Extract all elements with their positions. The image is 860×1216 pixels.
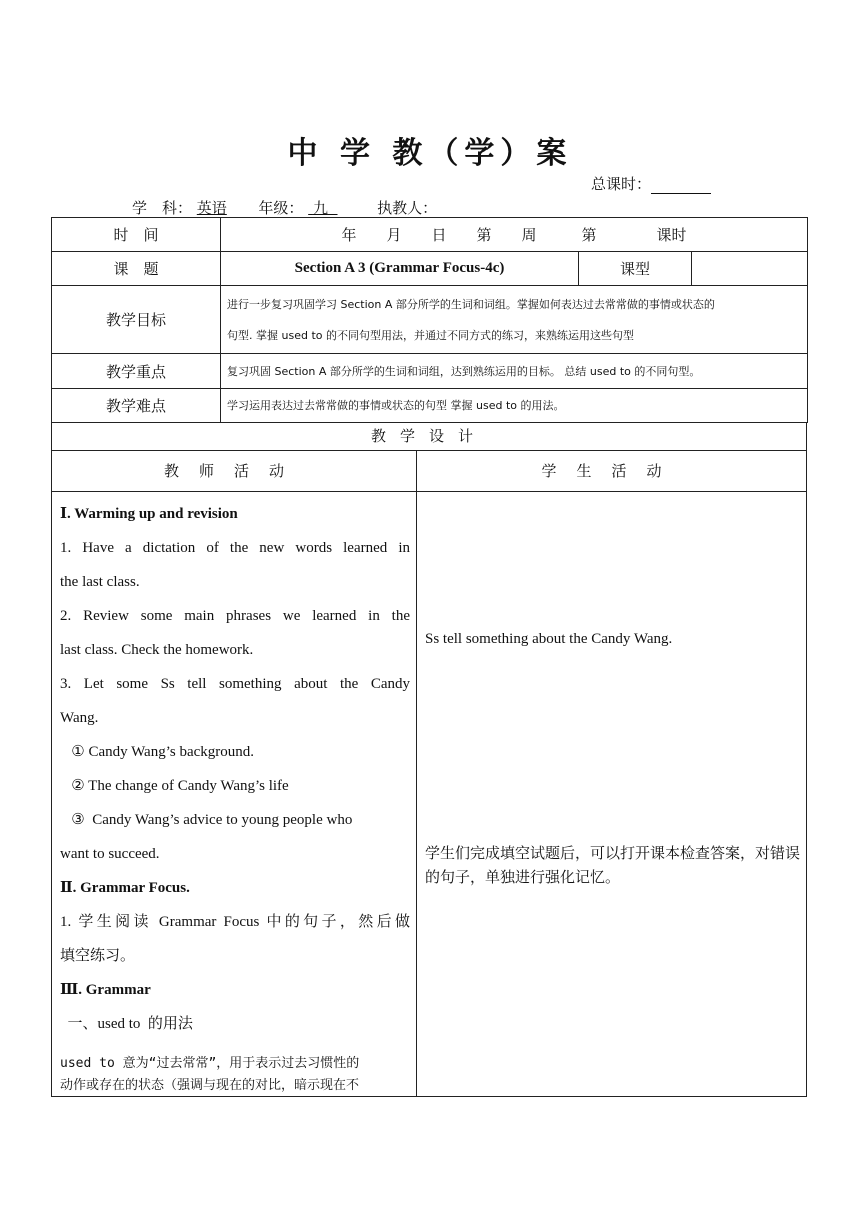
page-title: 中 学 教（学）案 [287,136,573,171]
column-divider [416,451,417,1097]
time-label: 时 间 [52,218,221,252]
student-activity-2: 学生们完成填空试题后，可以打开课本检查答案，对错误的句子，单独进行强化记忆。 [425,844,801,886]
grade-label: 年级： [258,199,304,217]
total-hours [591,173,711,194]
type-label: 课型 [579,252,692,286]
teacher-line: 1. 学生阅读 Grammar Focus 中的句子，然后做 [60,914,410,930]
time-value: 年 月 日 第 周 第 课时 [221,218,808,252]
teacher-line: ② The change of Candy Wang’s life [60,778,289,794]
teacher-line: 3. Let some Ss tell something about the Candy [60,676,410,692]
grade-value: 九 [312,199,328,217]
teacher-line: the last class. [60,574,140,590]
teacher-mono-line: 动作或存在的状态（强调与现在的对比，暗示现在不 [60,1078,360,1093]
teaching-design [51,423,807,1097]
student-activity-1: Ss tell something about the Candy Wang. [425,631,673,647]
difficulties-value: 学习运用表达过去常常做的事情或状态的句型 掌握 used to 的用法。 [221,389,808,423]
teacher-line: ③ Candy Wang’s advice to young people who [60,812,353,828]
teacher-line: Ⅱ. Grammar Focus. [60,880,190,896]
total-hours-label: 总课时： [591,175,652,193]
key-points-row [52,354,808,389]
teacher-blank [437,199,541,218]
goals-line-2: 句型. 掌握 used to 的不同句型用法，并通过不同方式的练习，来熟练运用这些句型 [227,328,634,342]
goals-row [52,286,808,354]
goals-line-1: 进行一步复习巩固学习 Section A 部分所学的生词和词组。掌握如何表达过去常常做的事情或状态的 [227,297,715,311]
teacher-line: 一、used to 的用法 [60,1016,193,1032]
topic-label: 课 题 [52,252,221,286]
subject-value: 英语 [196,199,227,217]
type-value [692,252,808,286]
teacher-activities [60,497,410,1097]
subject-label: 学 科： [132,199,193,217]
difficulties-row [52,389,808,423]
teacher-line: 填空练习。 [60,948,136,964]
teacher-line: Ⅰ. Warming up and revision [60,506,238,522]
teacher-line: ① Candy Wang’s background. [60,744,255,760]
teacher-line: 1. Have a dictation of the new words learned in [60,540,410,556]
difficulties-label: 教学难点 [52,389,221,423]
teacher-line: 2. Review some main phrases we learned in the [60,608,410,624]
teacher-line: last class. Check the homework. [60,642,254,658]
meta-line [132,197,541,218]
teacher-activity-header: 教师活动 [52,451,416,492]
teacher-label: 执教人： [377,199,438,217]
teacher-mono-line: used to 意为“过去常常”，用于表示过去习惯性的 [60,1056,360,1071]
teacher-line: Wang. [60,710,99,726]
goals-value [221,286,808,354]
teacher-line: Ⅲ. Grammar [60,982,151,998]
goals-label: 教学目标 [52,286,221,354]
key-points-value: 复习巩固 Section A 部分所学的生词和词组，达到熟练运用的目标。 总结 used to 的不同句型。 [221,354,808,389]
time-row [52,218,808,252]
topic-value: Section A 3 (Grammar Focus-4c) [221,252,579,286]
design-header: 教学设计 [52,423,806,451]
teacher-line: want to succeed. [60,846,160,862]
key-points-label: 教学重点 [52,354,221,389]
topic-row [52,252,808,286]
total-hours-blank [651,175,711,194]
student-activity-header: 学生活动 [417,451,806,492]
info-table [51,217,808,423]
